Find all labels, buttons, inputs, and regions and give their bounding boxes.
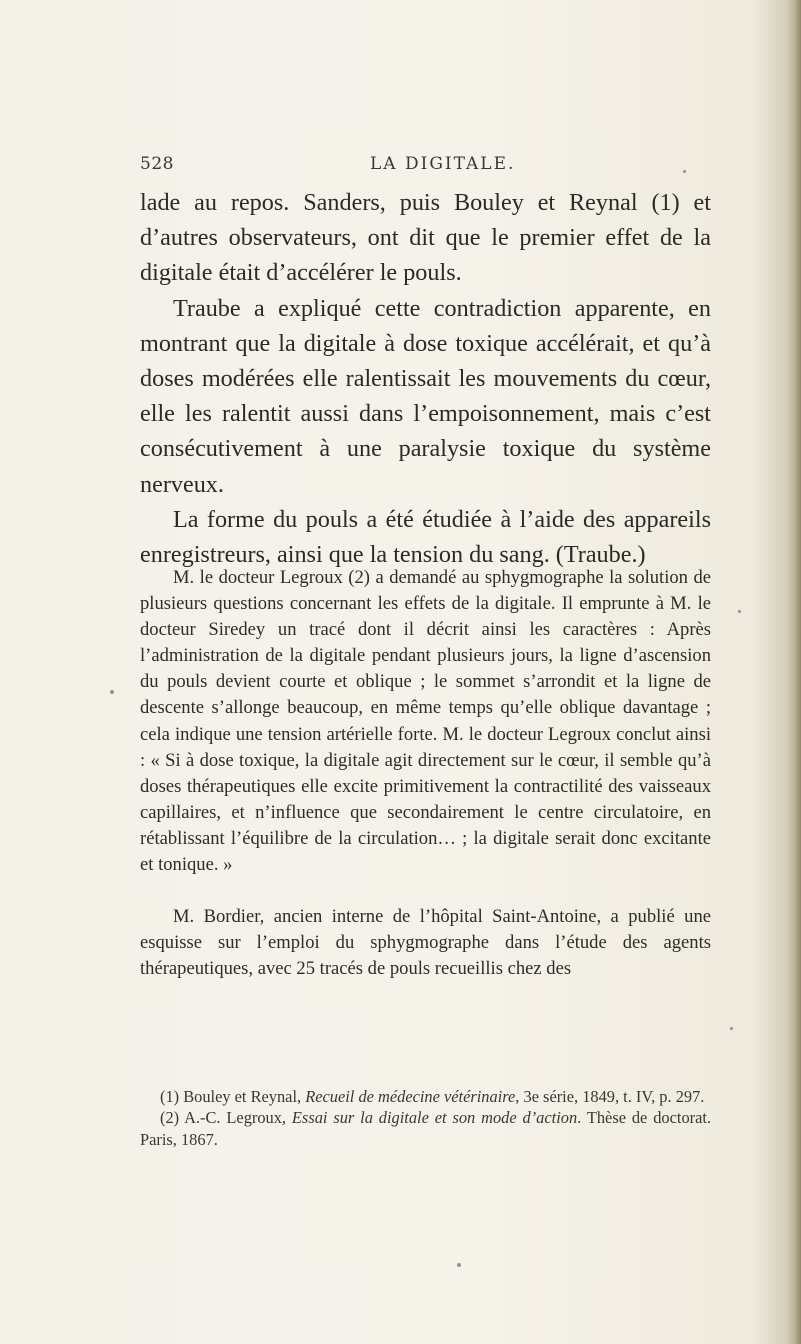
running-head: LA DIGITALE. (370, 154, 516, 174)
footnote-1 (140, 1086, 711, 1107)
paragraph-pulse-form: La forme du pouls a été étudiée à l’aide des appareils enregistreurs, ainsi que la tension du sang. (Traube.) (140, 505, 711, 569)
footnote-1-title: Recueil de médecine vétérinaire (305, 1087, 516, 1106)
footnote-2 (140, 1107, 711, 1150)
footnote-1-prefix: (1) Bouley et Reynal, (160, 1087, 306, 1106)
paragraph-bordier: M. Bordier, ancien interne de l’hôpital Saint-Antoine, a publié une esquisse sur l’emploi du sphygmographe dans l’étude des agents thérapeutiques, avec 25 tracés de pouls recueillis chez des (140, 906, 711, 980)
small-print-section (140, 565, 711, 982)
footnote-1-suffix: , 3e série, 1849, t. IV, p. 297. (515, 1087, 705, 1106)
footnote-2-suffix: . Thèse de doctorat. Paris, 1867. (140, 1108, 712, 1149)
ink-speck (683, 170, 686, 173)
page-header (140, 154, 700, 180)
main-text (140, 185, 711, 572)
footnote-2-prefix: (2) A.-C. Legroux, (160, 1108, 292, 1128)
page-number: 528 (140, 154, 174, 174)
ink-speck (110, 690, 114, 694)
ink-speck (457, 1263, 461, 1267)
paragraph-traube: Traube a expliqué cette contradiction apparente, en montrant que la digitale à dose toxique accélérait, et qu’à doses modérées elle ralentissait les mouvements du cœur, elle les ralentit aussi dans l’empoisonnement, mais c’est consécutivement à une paralysie toxique du système nerveux. (140, 294, 711, 498)
footnote-2-title: Essai sur la digitale et son mode d’action (291, 1108, 578, 1128)
ink-speck (738, 610, 741, 613)
paragraph-continuation: lade au repos. Sanders, puis Bouley et Reynal (1) et d’autres observateurs, ont dit que le premier effet de la digitale était d’accélérer le pouls. (140, 189, 711, 287)
footnotes (140, 1086, 711, 1150)
page-edge-shadow (787, 0, 801, 1344)
paragraph-legroux: M. le docteur Legroux (2) a demandé au sphygmographe la solution de plusieurs questions concernant les effets de la digitale. Il emprunte à M. le docteur Siredey un tracé dont il décrit ainsi les caractères : Après l’administration de la digitale pendant plusieurs jours, la ligne d’ascension du pouls devient courte et oblique ; le sommet s’arrondit et la ligne de descente s’allonge beaucoup, en même temps qu’elle oblique davantage ; cela indique une tension artérielle forte. M. le docteur Legroux conclut ainsi : « Si à dose toxique, la digitale agit directement sur le cœur, il semble qu’à doses thérapeutiques elle excite primitivement la contractilité des vaisseaux capillaires, et n’influence que secondairement le centre circulatoire, en rétablissant l’équilibre de la circulation… ; la digitale serait donc excitante et tonique. » (140, 567, 711, 876)
ink-speck (730, 1027, 733, 1030)
